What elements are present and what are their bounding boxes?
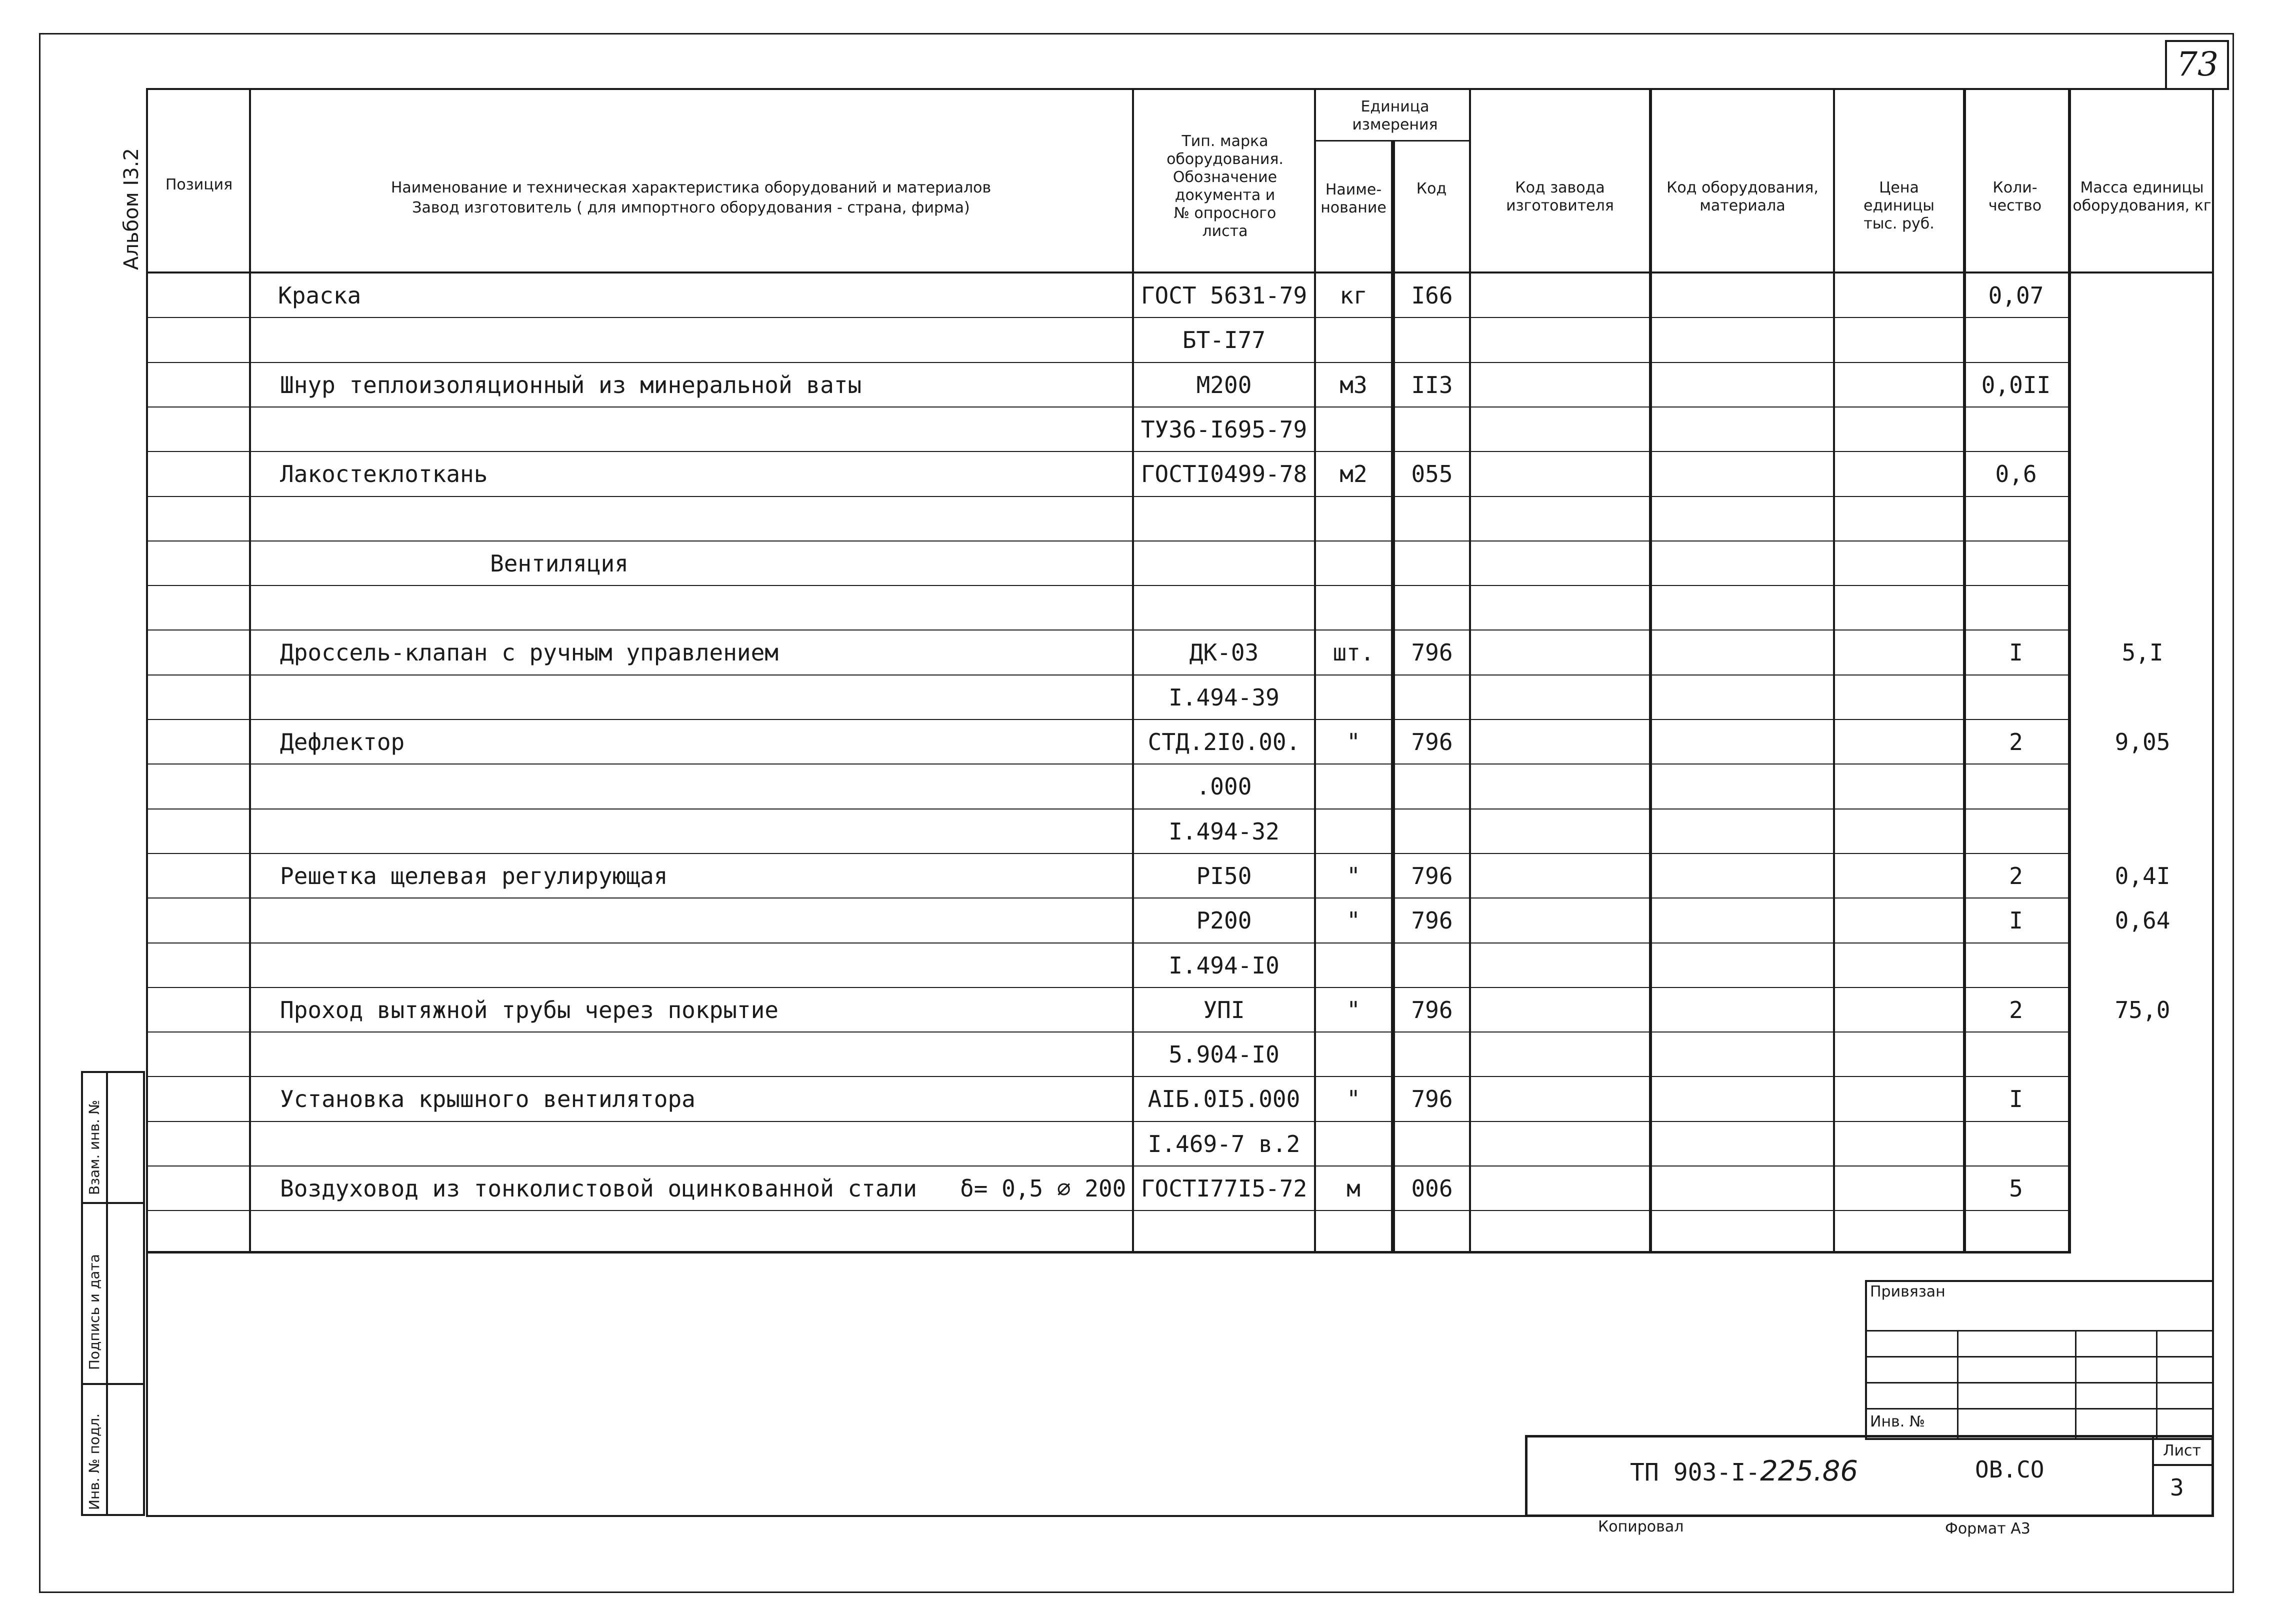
- header-equipment-code: Код оборудования, материала: [1666, 179, 1818, 214]
- unit-group-divider: [1314, 140, 1469, 142]
- stamp-line: [2152, 1464, 2214, 1466]
- cell-code: 796: [1411, 996, 1453, 1024]
- cell-code: 796: [1411, 862, 1453, 890]
- side-strip-divider: [81, 1202, 145, 1204]
- col-line: [1314, 88, 1316, 1253]
- stamp-line: [2156, 1330, 2158, 1440]
- side-label-inv: Инв. № подл.: [86, 1413, 102, 1510]
- header-position: Позиция: [165, 176, 233, 194]
- cell-mass: 75,0: [2114, 996, 2170, 1024]
- cell-type: АIБ.0I5.000: [1148, 1086, 1300, 1112]
- cell-code: 796: [1411, 907, 1453, 934]
- col-line: [1132, 88, 1134, 1253]
- cell-name: Установка крышного вентилятора: [280, 1086, 696, 1112]
- cell-type: I.494-32: [1168, 818, 1280, 845]
- stamp-line: [1865, 1330, 2214, 1332]
- cell-type: ДК-03: [1189, 639, 1259, 666]
- row-divider: [146, 674, 2071, 676]
- stamp-doc-code: [1630, 1455, 1858, 1488]
- cell-type: ГОСТ 5631-79: [1140, 282, 1308, 309]
- cell-type: УПI: [1203, 996, 1245, 1024]
- cell-unit: ": [1346, 862, 1360, 890]
- cell-name: Вентиляция: [490, 550, 628, 577]
- cell-type: I.494-I0: [1168, 952, 1280, 979]
- col-line: [1469, 88, 1471, 1253]
- side-strip-divider: [81, 1383, 145, 1385]
- cell-name: Воздуховод из тонколистовой оцинкованной стали: [280, 1175, 917, 1202]
- stamp-line: [2075, 1330, 2076, 1440]
- header-name-line1: Наименование и техническая характеристика оборудований и материалов: [390, 179, 992, 196]
- col-line: [2068, 88, 2071, 1253]
- cell-type: ГОСТI77I5-72: [1140, 1175, 1308, 1202]
- stamp-line: [1865, 1382, 2214, 1384]
- cell-code: I66: [1411, 282, 1453, 309]
- cell-type: СТД.2I0.00.: [1148, 728, 1300, 756]
- cell-type: 5.904-I0: [1168, 1041, 1280, 1068]
- cell-unit: кг: [1340, 282, 1368, 309]
- cell-qty: I: [2009, 1086, 2023, 1112]
- cell-qty: 2: [2009, 862, 2023, 890]
- row-divider: [146, 540, 2071, 542]
- header-unit-code: Код: [1416, 180, 1447, 198]
- cell-name: Лакостеклоткань: [280, 460, 488, 488]
- stamp-line: [2152, 1435, 2154, 1517]
- header-factory-code: Код завода изготовителя: [1506, 179, 1614, 214]
- cell-code: 055: [1411, 460, 1453, 488]
- stamp-mark: ОВ.СО: [1975, 1456, 2044, 1483]
- stamp-line: [1865, 1408, 2214, 1410]
- cell-qty: 0,07: [1988, 282, 2044, 309]
- col-line: [1391, 140, 1395, 1253]
- cell-type: ГОСТI0499-78: [1140, 460, 1308, 488]
- cell-code: 006: [1411, 1175, 1453, 1202]
- cell-qty: 2: [2009, 728, 2023, 756]
- footer-format: Формат А3: [1945, 1520, 2030, 1538]
- cell-qty: I: [2009, 639, 2023, 666]
- cell-unit: ": [1346, 996, 1360, 1024]
- cell-unit: ": [1346, 1086, 1360, 1112]
- page-number: 73: [2176, 45, 2218, 84]
- row-divider: [146, 406, 2071, 408]
- cell-type: М200: [1196, 372, 1252, 398]
- cell-unit: м: [1346, 1175, 1360, 1202]
- stamp-title-block: [1525, 1435, 2214, 1517]
- side-label-vzam: Взам. инв. №: [86, 1100, 102, 1195]
- cell-type: .000: [1196, 773, 1252, 800]
- header-price: Цена единицы тыс. руб.: [1864, 179, 1934, 232]
- header-mass: Масса единицы оборудования, кг: [2072, 179, 2212, 214]
- col-line: [1833, 88, 1835, 1253]
- cell-code: 796: [1411, 639, 1453, 666]
- stamp-line: [1957, 1330, 1958, 1440]
- cell-type: БТ-I77: [1182, 326, 1266, 354]
- row-divider: [146, 496, 2071, 497]
- cell-mass: 0,4I: [2114, 862, 2170, 890]
- row-divider: [146, 719, 2071, 720]
- row-divider: [146, 1210, 2071, 1211]
- cell-unit: м2: [1340, 460, 1368, 488]
- col-line: [249, 88, 251, 1253]
- side-strip-divider: [106, 1071, 108, 1516]
- cell-type: Р200: [1196, 907, 1252, 934]
- cell-name-suffix: δ= 0,5 ⌀ 200: [960, 1175, 1126, 1202]
- header-type: Тип. марка оборудования. Обозначение документа и № опросного листа: [1166, 132, 1284, 240]
- row-divider: [146, 585, 2071, 586]
- cell-name: Дроссель-клапан с ручным управлением: [280, 639, 778, 666]
- table-bottom: [146, 1251, 2071, 1254]
- cell-code: 796: [1411, 728, 1453, 756]
- col-line: [1649, 88, 1652, 1253]
- cell-unit: шт.: [1332, 639, 1374, 666]
- cell-type: I.494-39: [1168, 684, 1280, 711]
- cell-unit: ": [1346, 907, 1360, 934]
- row-divider: [146, 451, 2071, 452]
- cell-mass: 5,I: [2122, 639, 2164, 666]
- row-divider: [146, 317, 2071, 318]
- cell-qty: 5: [2009, 1175, 2023, 1202]
- cell-name: Шнур теплоизоляционный из минеральной ваты: [280, 372, 862, 398]
- cell-type: ТУ36-I695-79: [1140, 416, 1308, 443]
- cell-name: Дефлектор: [280, 728, 405, 756]
- cell-unit: ": [1346, 728, 1360, 756]
- stamp-sheet-label: Лист: [2163, 1442, 2202, 1460]
- cell-type: РI50: [1196, 862, 1252, 890]
- cell-name: Краска: [278, 282, 362, 309]
- cell-qty: 0,0II: [1981, 372, 2051, 398]
- col-line: [1963, 88, 1966, 1253]
- stamp-line: [1865, 1356, 2214, 1358]
- stamp-doc-code-printed: ТП 903-I-: [1630, 1458, 1760, 1486]
- stamp-doc-code-handwritten: 225.86: [1760, 1455, 1858, 1488]
- cell-mass: 9,05: [2114, 728, 2170, 756]
- stamp-inv-label: Инв. №: [1870, 1413, 1926, 1430]
- cell-name: Проход вытяжной трубы через покрытие: [280, 996, 778, 1024]
- cell-type: I.469-7 в.2: [1148, 1130, 1300, 1158]
- footer-copied: Копировал: [1598, 1518, 1684, 1536]
- stamp-privyazan-label: Привязан: [1870, 1283, 1946, 1300]
- cell-mass: 0,64: [2114, 907, 2170, 934]
- row-divider: [146, 1121, 2071, 1122]
- row-divider: [146, 987, 2071, 988]
- cell-code: 796: [1411, 1086, 1453, 1112]
- cell-unit: м3: [1340, 372, 1368, 398]
- cell-qty: 0,6: [1995, 460, 2037, 488]
- cell-name: Решетка щелевая регулирующая: [280, 862, 668, 890]
- header-name-line2: Завод изготовитель ( для импортного оборудования - страна, фирма): [412, 199, 970, 216]
- header-unit-group: Единица измерения: [1352, 98, 1438, 134]
- cell-code: II3: [1411, 372, 1453, 398]
- stamp-sheet-number: 3: [2170, 1474, 2184, 1501]
- cell-qty: I: [2009, 907, 2023, 934]
- album-label: Альбом I3.2: [120, 148, 143, 270]
- row-divider: [146, 942, 2071, 944]
- cell-qty: 2: [2009, 996, 2023, 1024]
- row-divider: [146, 1076, 2071, 1077]
- header-quantity: Коли- чество: [1988, 179, 2042, 214]
- side-label-podpis: Подпись и дата: [86, 1254, 102, 1370]
- header-unit-name: Наиме- нование: [1320, 181, 1386, 216]
- header-divider: [146, 272, 2214, 274]
- row-divider: [146, 808, 2071, 810]
- row-divider: [146, 853, 2071, 854]
- row-divider: [146, 362, 2071, 363]
